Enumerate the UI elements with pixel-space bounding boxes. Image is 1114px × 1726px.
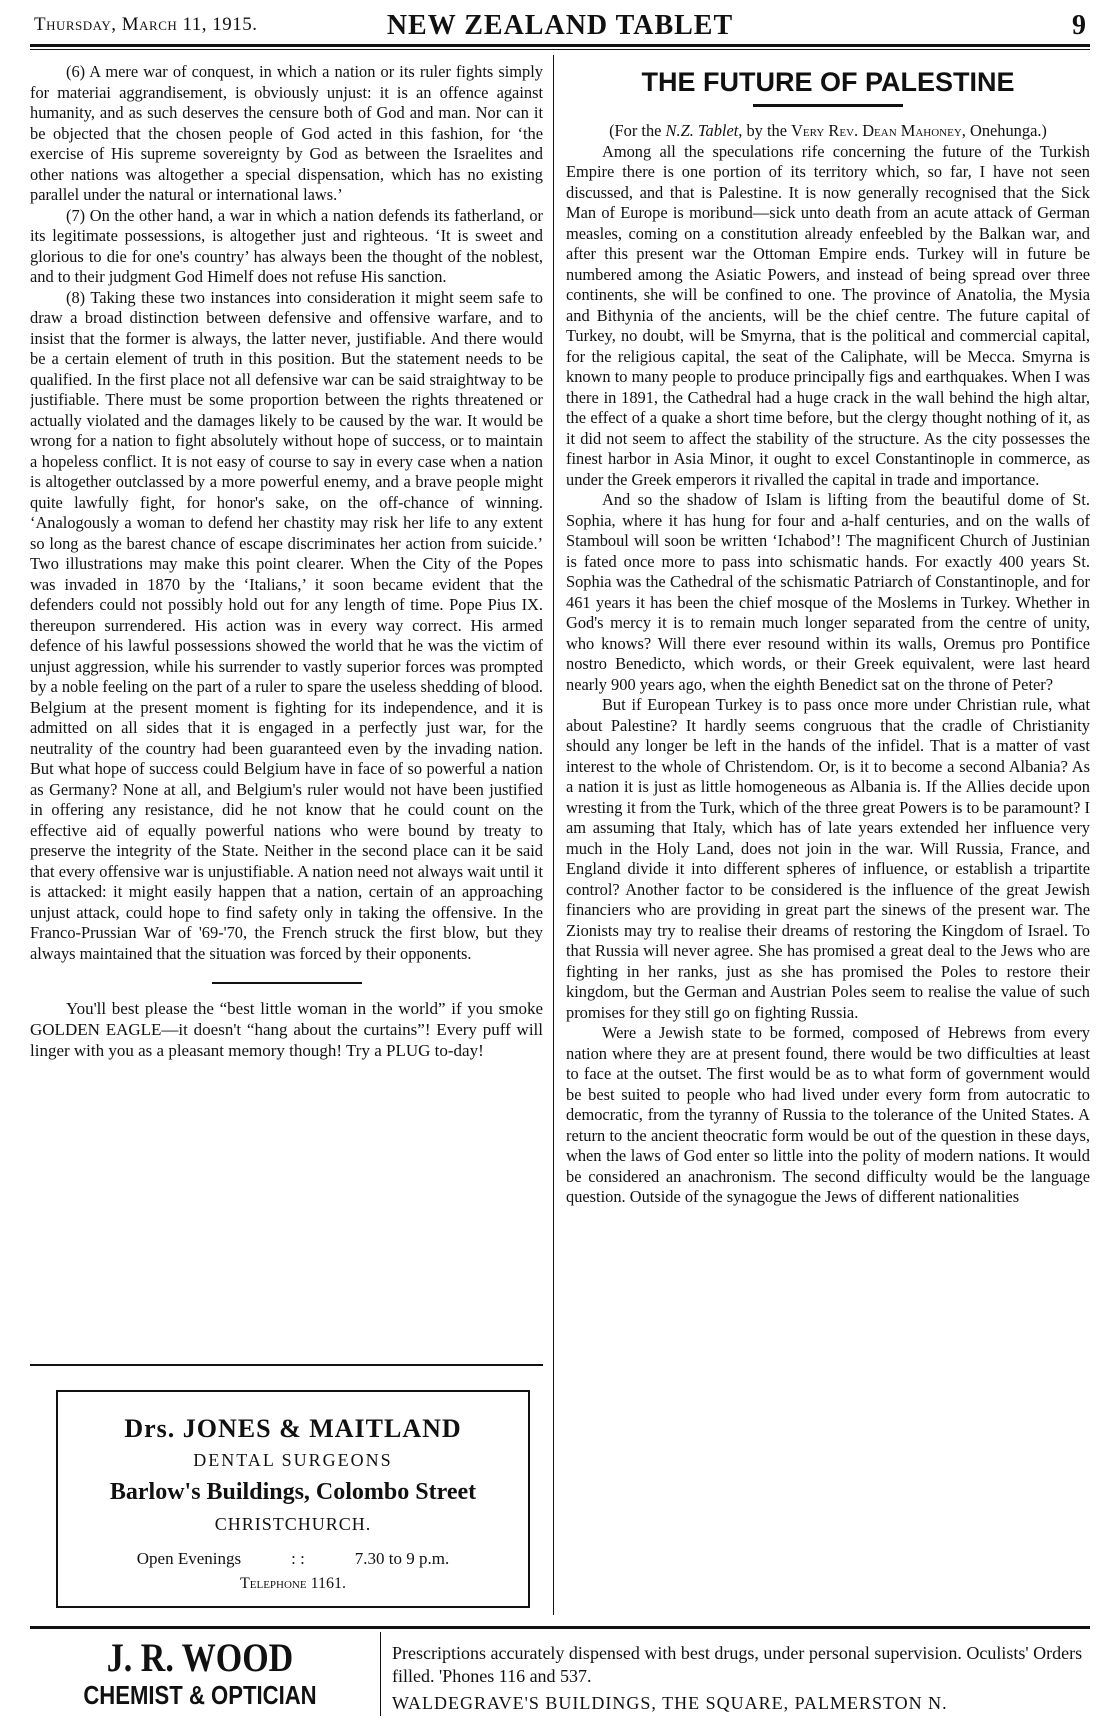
- hours-label: Open Evenings: [136, 1549, 242, 1568]
- masthead-title: NEW ZEALAND TABLET: [386, 10, 734, 41]
- dentist-name: Drs. JONES & MAITLAND: [124, 1414, 462, 1443]
- article-byline: (For the N.Z. Tablet, by the Very Rev. Dean Mahoney, Onehunga.): [609, 121, 1047, 140]
- dentist-profession: DENTAL SURGEONS: [193, 1450, 393, 1470]
- section-separator: [212, 982, 362, 984]
- article-paragraph: Among all the speculations rife concerning the future of the Turkish Empire there is one portion of its territory which, so far, I have not seen discussed, and that is Palestine. It is now generally recognised that the Sick Man of Europe is moribund—sick unto death from an acute attack of German measles, coming on a constitution already enfeebled by the Balkan war, and after this present war the Ottoman Empire ends. Turkey will in future be numbered among the Asiatic Powers, and instead of being spread over three continents, she will be confined to one. The province of Anatolia, the Mysia and Bithynia of the ancients, will be the chief centre. The future capital of Turkey, no doubt, will be Smyrna, that is the political and commercial capital, for the religious capital, the seat of the Caliphate, will be Mecca. Smyrna is known to many people to produce principally figs and earthquakes. When I was there in 1891, the Cathedral had a huge crack in the wall behind the high altar, the effect of a quake a short time before, but the clergy thought nothing of it, as it did not seem to affect the stability of the structure. As the city possesses the finest harbor in Asia Minor, it ought to excel Constantinople in commerce, as under the Greek emperors it rivalled the capital in trade and importance.: [566, 141, 1090, 489]
- hours-value: 7.30 to 9 p.m.: [354, 1549, 450, 1568]
- left-column: [30, 62, 543, 1272]
- author-name: Very Rev. Dean Mahoney: [791, 121, 962, 140]
- chemist-details: [392, 1642, 1090, 1715]
- hours-separator: : :: [291, 1549, 305, 1568]
- chemist-subtitle: CHEMIST & OPTICIAN: [83, 1680, 317, 1710]
- article-title: THE FUTURE OF PALESTINE: [641, 67, 1015, 97]
- chemist-services: Prescriptions accurately dispensed with best drugs, under personal supervision. Oculists' Orders filled. 'Phones 116 and 537.: [392, 1643, 1083, 1686]
- ad-rule: [30, 1364, 543, 1366]
- article-paragraph: And so the shadow of Islam is lifting from the beautiful dome of St. Sophia, where it has hung for four and a-half centuries, and on the walls of Stamboul will soon be written ‘Ichabod’! The magnificent Church of Justinian is fated once more to pass into schismatic hands. For exactly 400 years St. Sophia was the Cathedral of the schismatic Patriarch of Constantinople, and for 461 years it has been the chief mosque of the Moslems in Turkey. Whether in God's mercy it is to remain much longer separated from the centre of unity, who knows? Will there ever resound within its walls, Oremus pro Pontifice nostro Benedicto, which words, or their Greek equivalent, were last heard nearly 900 years ago, when the eighth Benedict sat on the throne of Peter?: [566, 490, 1090, 694]
- chemist-name: J. R. WOOD: [106, 1635, 294, 1680]
- header-rule-thin: [30, 49, 1090, 50]
- chemist-address: WALDEGRAVE'S BUILDINGS, THE SQUARE, PALMERSTON N.: [392, 1693, 948, 1713]
- dental-ad-box: [56, 1390, 530, 1608]
- publication-name: N.Z. Tablet: [665, 121, 739, 140]
- dentist-hours: [58, 1549, 528, 1569]
- golden-eagle-ad: You'll best please the “best little woman in the world” if you smoke GOLDEN EAGLE—it doesn't “hang about the curtains”! Every puff will linger with you as a pleasant memory though! Try a PLUG to-day!: [30, 999, 543, 1060]
- dentist-city: CHRISTCHURCH.: [214, 1514, 372, 1534]
- page-number: 9: [1072, 10, 1086, 41]
- header-rule: [30, 44, 1090, 47]
- article-paragraph: But if European Turkey is to pass once more under Christian rule, what about Palestine? It hardly seems congruous that the cradle of Christianity should any longer be left in the hands of the infidel. That is a matter of vast interest to the whole of Christendom. Or, is it to become a second Albania? As a nation it is just as little homogeneous as Albania is. If the Allies decide upon wresting it from the Turk, which of the three great Powers is to be paramount? I am assuming that Italy, which has of late years extended her influence very much in the Holy Land, does not join in the war. Will Russia, France, and England divide it into different spheres of influence, or establish a tripartite control? Another factor to be considered is the influence of the great Jewish financiers who are providing in great part the sinews of the present war. The Zionists may try to realise their dreams of restoring the Kingdom of Israel. To that Russia will never agree. She has promised a great deal to the Jews who are fighting in her ranks, just as she has promised the Poles to restore their kingdom, but the German and Austrian Poles seem to realise the value of such promises for they still go on fighting Russia.: [566, 695, 1090, 1022]
- right-column: [566, 62, 1090, 1610]
- article-paragraph: Were a Jewish state to be formed, composed of Hebrews from every nation where they are at present found, there would be two difficulties at least to face at the outset. The first would be as to what form of government would be best suited to people who had lived under every form from autocratic to democratic, from the tyranny of Russia to the tolerance of the United States. A return to the ancient theocratic form would be out of the question in these days, when the laws of God enter so little into the polity of modern nations. It would be considered an anachronism. The second difficulty would be the language question. Outside of the synagogue the Jews of different nationalities: [566, 1023, 1090, 1206]
- paragraph-6: (6) A mere war of conquest, in which a nation or its ruler fights simply for materiai aggrandisement, is obviously unjust: it is an offence against humanity, and as such deserves the censure both of God and man. Nor can it be objected that the chosen people of God acted in this fashion, for ‘the exercise of His supreme sovereignty by God as between the Israelites and other nations was altogether a special dispensation, which has no existing parallel under the natural or international laws.’: [30, 62, 543, 204]
- title-rule: [753, 104, 903, 107]
- column-divider: [553, 55, 554, 1615]
- footer-rule: [30, 1626, 1090, 1629]
- paragraph-8: (8) Taking these two instances into consideration it might seem safe to draw a broad distinction between defensive and offensive warfare, and to insist that the former is always, the latter never, justifiable. And there would be a certain element of truth in this position. But the statement needs to be qualified. In the first place not all defensive war can be said straightway to be justifiable. There must be some proportion between the rights threatened or actually violated and the damages likely to be caused by the war. It would be wrong for a nation to fight absolutely without hope of success, or to maintain a hopeless conflict. It is not easy of course to say in every case when a nation is altogether outclassed by a more powerful enemy, and a brave people might quite lawfully fight, for honor's sake, on the off-chance of winning. ‘Analogously a woman to defend her chastity may risk her life to any extent so long as the barest chance of escape discriminates her action from suicide.’ Two illustrations may make this point clearer. When the City of the Popes was invaded in 1870 by the ‘Italians,’ it soon became evident that the defenders could not possibly hold out for any length of time. Pope Pius IX. thereupon surrendered. His action was in every way correct. His armed defence of his lawful possessions showed the world that he was the victim of unjust aggression, while his surrender to vastly superior forces was prompted by a noble feeling on the part of a ruler to spare the useless shedding of blood. Belgium at the present moment is fighting for its independence, and it is admitted on all sides that it is engaged in a perfectly just war, for the neutrality of the country had been guaranteed even by the invading nation. But what hope of success could Belgium have in face of so powerful a nation as Germany? None at all, and Belgium's ruler would not have been justified in offering any resistance, did he not know that he could count on the effective aid of equally powerful nations who were bound by treaty to preserve the integrity of the State. Neither in the second place can it be said that every offensive war is unjustifiable. A nation need not always wait until it is attacked: it might easily happen that a nation, certain of an approaching unjust attack, could hope to find safety only in taking the offensive. In the Franco-Prussian War of '69-'70, the French struck the first blow, but they always maintained that the situation was forced by their opponents.: [30, 287, 543, 963]
- issue-date: Thursday, March 11, 1915.: [34, 14, 258, 35]
- page-header: [30, 8, 1090, 48]
- paragraph-7: (7) On the other hand, a war in which a nation defends its fatherland, or its legitimate possessions, is altogether just and righteous. ‘It is sweet and glorious to die for one's country’ has always been the thought of the noblest, and to their judgment God Himelf does not refuse His sanction.: [30, 205, 543, 286]
- dentist-telephone: Telephone 1161.: [239, 1575, 346, 1592]
- chemist-ad: [30, 1636, 370, 1710]
- dentist-address: Barlow's Buildings, Colombo Street: [109, 1479, 477, 1505]
- footer-divider: [380, 1632, 381, 1716]
